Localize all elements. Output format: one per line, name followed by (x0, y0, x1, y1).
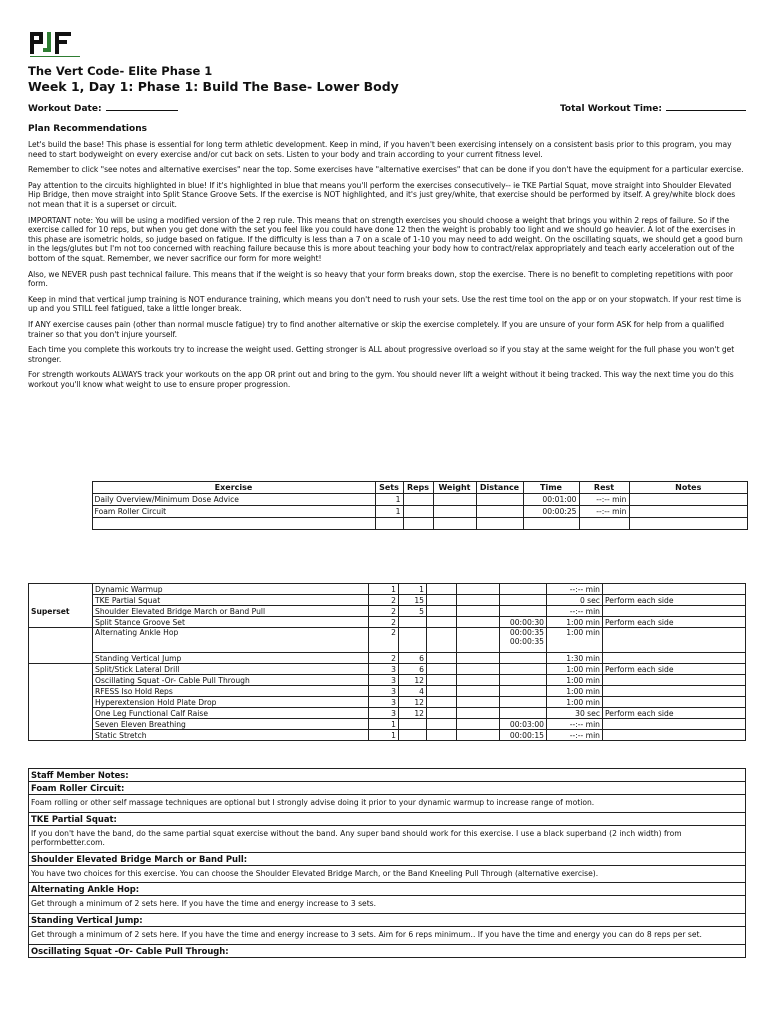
total-time (560, 104, 746, 114)
table-row[interactable] (29, 708, 746, 719)
table-row[interactable] (29, 675, 746, 686)
reps-cell: 12 (399, 708, 427, 719)
table-row[interactable] (29, 595, 746, 606)
rest-cell: --:-- min (547, 719, 603, 730)
table-row[interactable] (29, 617, 746, 628)
rest-cell: 1:00 min (547, 697, 603, 708)
note-body: Foam rolling or other self massage techniques are optional but I strongly advise doing it prior to your dynamic warmup to increase range of motion. (29, 795, 745, 813)
note-title: Standing Vertical Jump: (29, 914, 745, 927)
note-body: Get through a minimum of 2 sets here. If you have the time and energy increase to 3 sets. (29, 896, 745, 914)
exercise-header-table (28, 481, 748, 530)
col-exercise: Exercise (92, 482, 375, 494)
reps-cell: 12 (399, 697, 427, 708)
exercise-name: Shoulder Elevated Bridge March or Band Pull (93, 606, 369, 617)
superset-label: Superset (29, 606, 93, 617)
sets-cell: 3 (369, 664, 399, 675)
workout-date (28, 104, 178, 114)
sets-cell: 2 (369, 617, 399, 628)
rest-cell: 1:00 min (547, 664, 603, 675)
rest-cell: 1:00 min (547, 617, 603, 628)
table-row[interactable] (28, 506, 748, 518)
staff-notes (28, 768, 746, 958)
reps-cell: 6 (399, 664, 427, 675)
plan-heading: Plan Recommendations (28, 124, 147, 134)
exercise-name: TKE Partial Squat (93, 595, 369, 606)
rest-cell: 1:30 min (547, 653, 603, 664)
exercise-name: Alternating Ankle Hop (93, 628, 369, 653)
reps-cell: 6 (399, 653, 427, 664)
table-row[interactable] (29, 719, 746, 730)
exercise-name: Dynamic Warmup (93, 584, 369, 595)
rest-cell: --:-- min (579, 506, 629, 518)
col-notes: Notes (629, 482, 748, 494)
exercise-name: Foam Roller Circuit (92, 506, 375, 518)
time-cell: 00:03:00 (500, 719, 547, 730)
note-body: You have two choices for this exercise. You can choose the Shoulder Elevated Bridge March, or the Band Kneeling Pull Through (alternative exercise). (29, 866, 745, 884)
note-title: TKE Partial Squat: (29, 813, 745, 826)
plan-paragraph: Let's build the base! This phase is essential for long term athletic development. Keep in mind, if you haven't been exercising intensely on a consistent basis prior to this program, you may need to start bodyweight on every exercise and/or cut back on sets. Listen to your body and train according to your current fitness level. (28, 140, 732, 159)
exercise-name: Daily Overview/Minimum Dose Advice (92, 494, 375, 506)
sets-cell: 3 (369, 686, 399, 697)
reps-cell: 15 (399, 595, 427, 606)
workout-date-field[interactable] (106, 110, 178, 111)
rest-cell: 1:00 min (547, 686, 603, 697)
col-time: Time (523, 482, 579, 494)
time-cell: 00:00:15 (500, 730, 547, 741)
workout-date-label: Workout Date: (28, 104, 102, 114)
table-row[interactable] (29, 584, 746, 595)
note-title: Oscillating Squat -Or- Cable Pull Through: (29, 945, 745, 958)
sets-cell: 1 (369, 719, 399, 730)
table-row[interactable] (29, 664, 746, 675)
document-title: The Vert Code- Elite Phase 1 (28, 64, 213, 78)
reps-cell: 5 (399, 606, 427, 617)
pjf-logo-icon (28, 30, 84, 62)
note-title: Alternating Ankle Hop: (29, 883, 745, 896)
exercise-name: Standing Vertical Jump (93, 653, 369, 664)
note-title: Foam Roller Circuit: (29, 782, 745, 795)
staff-notes-heading: Staff Member Notes: (29, 768, 745, 782)
sets-cell: 1 (375, 506, 403, 518)
exercise-name: One Leg Functional Calf Raise (93, 708, 369, 719)
plan-paragraph: Pay attention to the circuits highlighted in blue! If it's highlighted in blue that means you'll perform the exercises consecutively-- ie TKE Partial Squat, move straight into Shoulder Elevated Hip Bridge, then move straight into Split Stance Groove Sets. If the exercise is NOT highlighted, and it's just grey/white, that exercise should be performed by itself. A grey/white block does not mean that it is a superset or circuit. (28, 180, 736, 209)
document-subtitle: Week 1, Day 1: Phase 1: Build The Base- Lower Body (28, 79, 399, 94)
reps-cell: 12 (399, 675, 427, 686)
col-reps: Reps (403, 482, 433, 494)
exercise-name: Split/Stick Lateral Drill (93, 664, 369, 675)
plan-paragraph: For strength workouts ALWAYS track your workouts on the app OR print out and bring to the gym. You should never lift a weight without it being tracked. This way the next time you do this workout you'll know what weight to use to ensure proper progression. (28, 370, 734, 389)
rest-cell: 30 sec (547, 708, 603, 719)
time-cell: 00:00:30 (500, 617, 547, 628)
rest-cell: --:-- min (547, 606, 603, 617)
time-cell: 00:00:25 (523, 506, 579, 518)
sets-cell: 3 (369, 675, 399, 686)
sets-cell: 1 (375, 494, 403, 506)
date-row (28, 104, 746, 114)
time-cell (500, 628, 547, 653)
plan-paragraph: Also, we NEVER push past technical failure. This means that if the weight is so heavy that your form breaks down, stop the exercise. There is no benefit to completing repetitions with poor form. (28, 269, 733, 289)
pjf-logo (28, 30, 84, 62)
time-value: 00:00:35 (509, 628, 544, 637)
rest-cell: --:-- min (579, 494, 629, 506)
plan-paragraph: IMPORTANT note: You will be using a modified version of the 2 rep rule. This means that on strength exercises you should choose a weight that brings you within 2 reps of failure. So if the exercise called for 10 reps, but when you get done with the set you feel like you could have done 12 then the weight is probably too light and we should go heavier. A lot of the exercises in this phase are isometric holds, so judge based on fatigue. If the difficulty is less than a 7 on a scale of 1-10 you may need to add weight. On the oscillating squats, we should get a good burn in the legs/glutes but I'm not too concerned with reaching failure because this is more about teaching your body how to contract/relax appropriately and teach early acceleration out of the bottom of the squat. Remember, we never sacrifice our form for more weight! (28, 215, 743, 263)
sets-cell: 2 (369, 653, 399, 664)
notes-cell (603, 584, 746, 595)
plan-paragraph: If ANY exercise causes pain (other than normal muscle fatigue) try to find another alternative or skip the exercise completely. If you are unsure of your form ASK for help from a qualified trainer so that you don't injure yourself. (28, 319, 725, 339)
table-header-row (28, 482, 748, 494)
notes-cell (603, 606, 746, 617)
exercise-name: Split Stance Groove Set (93, 617, 369, 628)
sets-cell: 3 (369, 708, 399, 719)
notes-cell: Perform each side (603, 595, 746, 606)
reps-cell: 4 (399, 686, 427, 697)
rest-cell: --:-- min (547, 730, 603, 741)
notes-cell: Perform each side (603, 664, 746, 675)
sets-cell: 1 (369, 730, 399, 741)
plan-paragraph: Keep in mind that vertical jump training is NOT endurance training, which means you don't need to rush your sets. Use the rest time tool on the app or on your stopwatch. If your rest time is up and you STILL feel fatigued, take a little longer break. (28, 294, 742, 314)
table-row[interactable] (28, 518, 748, 530)
rest-cell: --:-- min (547, 584, 603, 595)
col-rest: Rest (579, 482, 629, 494)
note-title: Shoulder Elevated Bridge March or Band Pull: (29, 853, 745, 866)
plan-paragraph: Each time you complete this workouts try to increase the weight used. Getting stronger is ALL about progressive overload so if you stay at the same weight for the full phase you won't get stronger. (28, 345, 735, 364)
exercise-name: Seven Eleven Breathing (93, 719, 369, 730)
time-value: 00:00:35 (509, 637, 544, 646)
col-weight: Weight (433, 482, 476, 494)
notes-cell: Perform each side (603, 617, 746, 628)
plan-paragraph: Remember to click "see notes and alternative exercises" near the top. Some exercises have "alternative exercises" that can be done if you don't have the equipment for a particular exercise. (28, 165, 744, 175)
note-body: If you don't have the band, do the same partial squat exercise without the band. Any super band should work for this exercise. I use a black superband (2 inch width) from performbetter.com. (29, 826, 745, 853)
table-row[interactable] (29, 697, 746, 708)
exercise-name: Oscillating Squat -Or- Cable Pull Through (93, 675, 369, 686)
exercise-table (28, 583, 746, 741)
table-row[interactable] (28, 494, 748, 506)
note-body: Get through a minimum of 2 sets here. If you have the time and energy increase to 3 sets. Aim for 6 reps minimum.. If you have the time and energy you can do 8 reps per set. (29, 927, 745, 945)
rest-cell: 0 sec (547, 595, 603, 606)
table-row[interactable] (29, 653, 746, 664)
total-time-label: Total Workout Time: (559, 104, 662, 114)
table-row[interactable] (29, 606, 746, 617)
exercise-name: RFESS Iso Hold Reps (93, 686, 369, 697)
table-row[interactable] (29, 628, 746, 653)
document-page (28, 30, 746, 389)
exercise-name: Static Stretch (93, 730, 369, 741)
sets-cell: 2 (369, 606, 399, 617)
sets-cell: 2 (369, 628, 399, 653)
rest-cell: 1:00 min (547, 628, 603, 653)
col-sets: Sets (375, 482, 403, 494)
sets-cell: 2 (369, 595, 399, 606)
sets-cell: 3 (369, 697, 399, 708)
rest-cell: 1:00 min (547, 675, 603, 686)
exercise-name: Hyperextension Hold Plate Drop (93, 697, 369, 708)
col-distance: Distance (476, 482, 523, 494)
total-time-field[interactable] (666, 110, 746, 111)
table-row[interactable] (29, 730, 746, 741)
time-cell: 00:01:00 (523, 494, 579, 506)
reps-cell (399, 617, 427, 628)
sets-cell: 1 (369, 584, 399, 595)
reps-cell: 1 (399, 584, 427, 595)
notes-cell: Perform each side (603, 708, 746, 719)
table-row[interactable] (29, 686, 746, 697)
